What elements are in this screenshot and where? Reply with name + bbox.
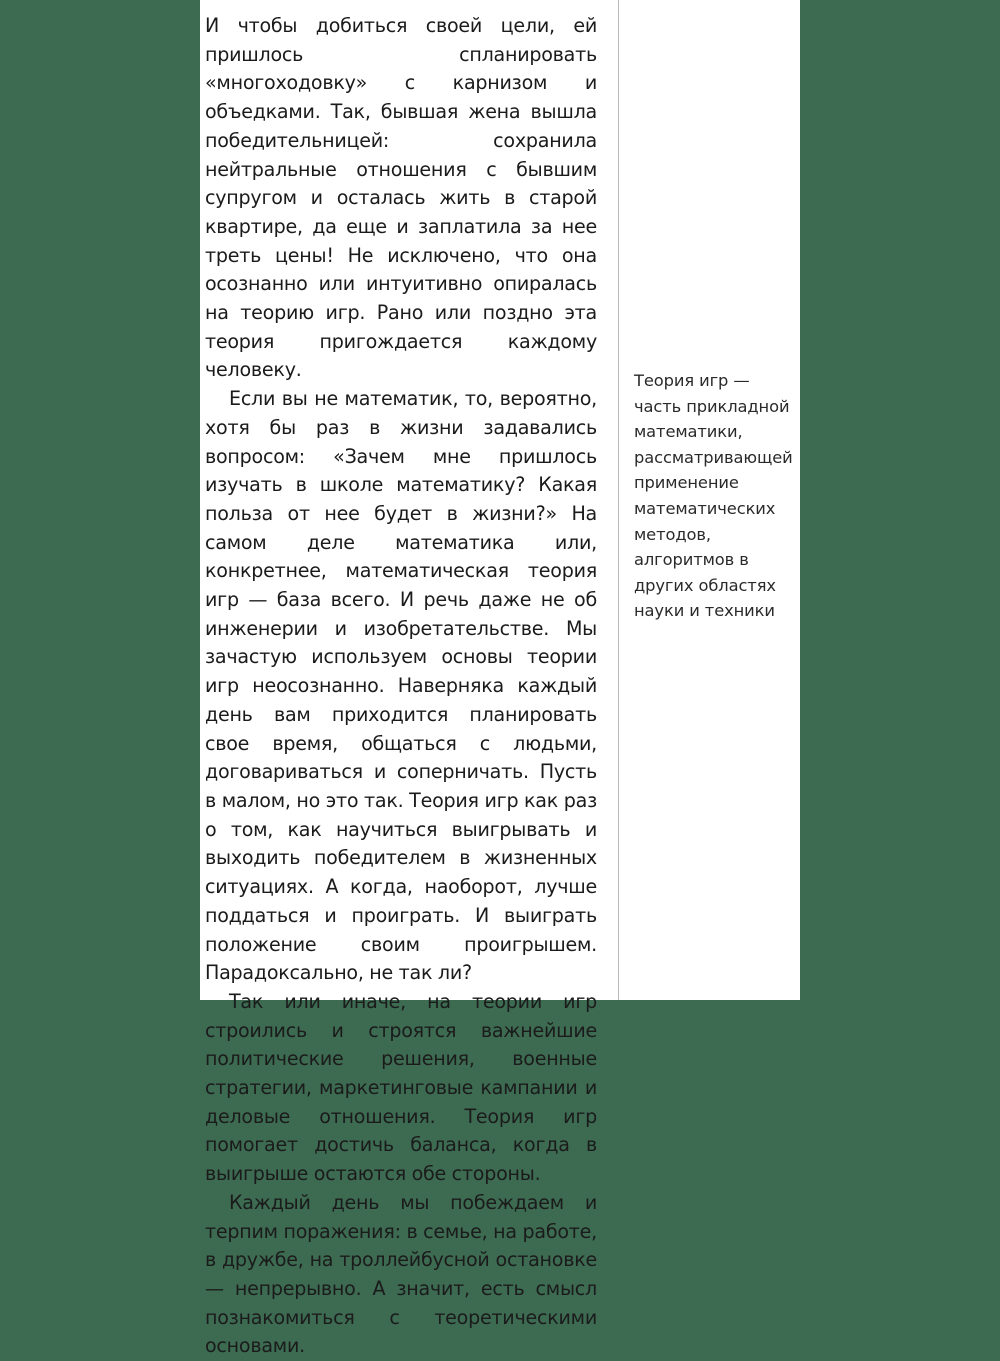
book-page [200, 0, 800, 1358]
main-text-column [205, 0, 603, 1358]
margin-note: Теория игр — часть прикладной математики, рассматривающей применение математических методов, алгоритмов в других областях науки и техники [634, 371, 793, 621]
paragraph-4: Каждый день мы побеждаем и терпим поражения: в семье, на работе, в дружбе, на троллейбусной остановке — непрерывно. А значит, есть смысл познакомиться с теоретическими основами. [205, 1190, 597, 1358]
paragraph-1: И чтобы добиться своей цели, ей пришлось спланировать «многоходовку» с карнизом и объедками. Так, бывшая жена вышла победительницей: сохранила нейтральные отношения с бывшим супругом и осталась жить в старой квартире, да еще и заплатила за нее треть цены! Не исключено, что она осознанно или интуитивно опиралась на теорию игр. Рано или поздно эта теория пригождается каждому человеку. [205, 14, 597, 382]
margin-note-column [634, 0, 793, 1000]
paragraph-2: Если вы не математик, то, вероятно, хотя бы раз в жизни задавались вопросом: «Зачем мне пришлось изучать в школе математику? Какая польза от нее будет в жизни?» На самом деле математика или, конкретнее, математическая теория игр — база всего. И речь даже не об инженерии и изобретательстве. Мы зачастую используем основы теории игр неосознанно. Наверняка каждый день вам приходится планировать свое время, общаться с людьми, договариваться и соперничать. Пусть в малом, но это так. Теория игр как раз о том, как научиться выигрывать и выходить победителем в жизненных ситуациях. А когда, наоборот, лучше поддаться и проиграть. И выиграть положение своим проигрышем. Парадоксально, не так ли? [205, 387, 597, 985]
paragraph-3: Так или иначе, на теории игр строились и строятся важнейшие политические решения, военные стратегии, маркетинговые кампании и деловые отношения. Теория игр помогает достичь баланса, когда в выигрыше остаются обе стороны. [205, 989, 597, 1186]
column-divider [618, 0, 619, 1000]
